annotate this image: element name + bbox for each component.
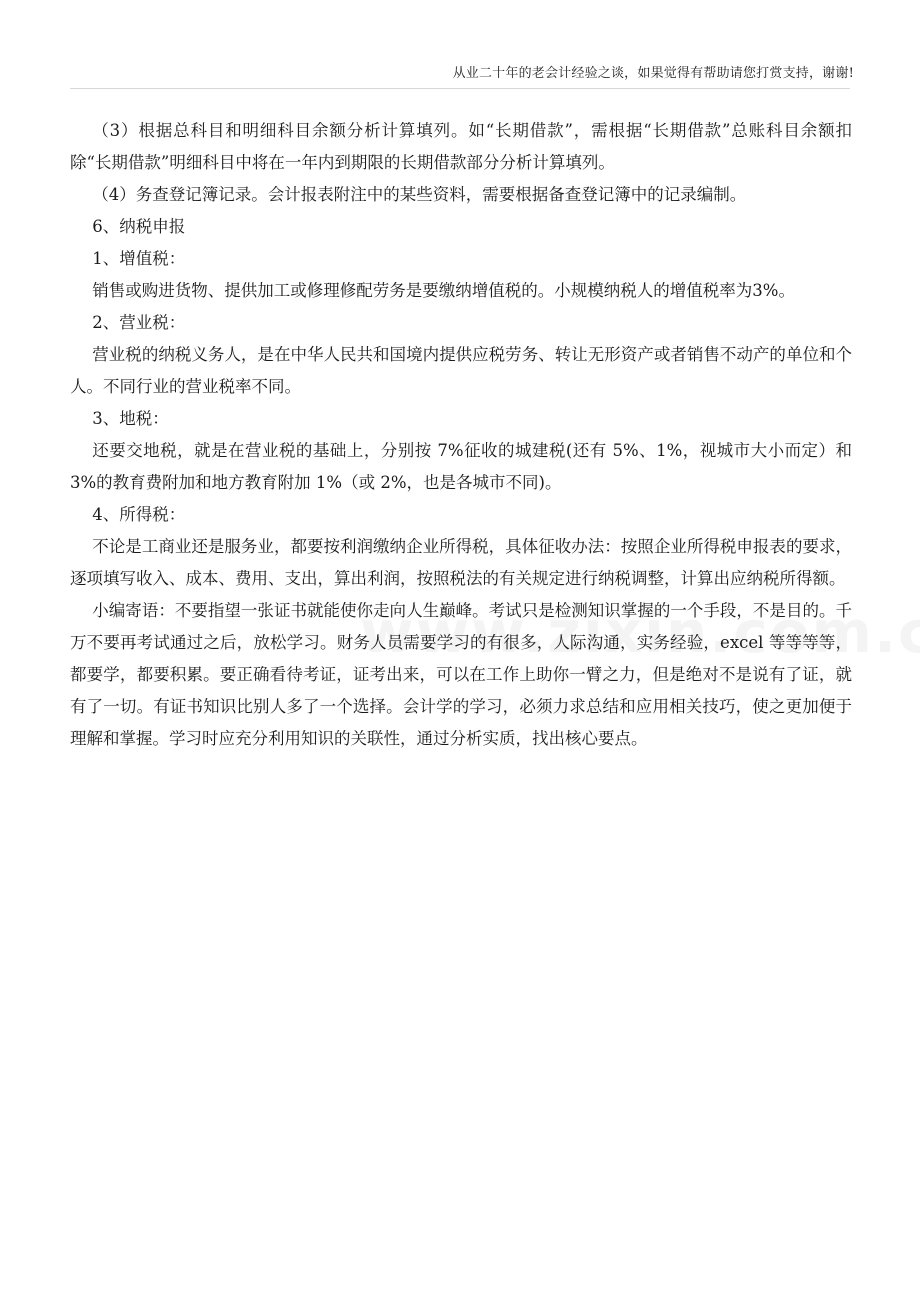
section-heading-tax-filing: 6、纳税申报 [92, 217, 186, 236]
header-divider [70, 88, 850, 89]
paragraph-item-3-rule: （3）根据总科目和明细科目余额分析计算填列。如“长期借款”，需根据“长期借款”总账科目余额扣除“长期借款”明细科目中将在一年内到期限的长期借款部分分析计算填列。 [70, 121, 852, 172]
paragraph-vat: 销售或购进货物、提供加工或修理修配劳务是要缴纳增值税的。小规模纳税人的增值税率为3%。 [92, 281, 795, 300]
header-note: 从业二十年的老会计经验之谈，如果觉得有帮助请您打赏支持，谢谢! [452, 66, 854, 81]
paragraph-editor-note: 小编寄语：不要指望一张证书就能使你走向人生巅峰。考试只是检测知识掌握的一个手段，不是目的。千万不要再考试通过之后，放松学习。财务人员需要学习的有很多，人际沟通，实务经验，excel 等等等等，都要学，都要积累。要正确看待考证，证考出来，可以在工作上助你一臂之力，但是绝对不是说有了证，就有了一切。有证书知识比别人多了一个选择。会计学的学习，必须力求总结和应用相关技巧，使之更加便于理解和掌握。学习时应充分利用知识的关联性，通过分析实质，找出核心要点。 [70, 601, 852, 748]
document-body [70, 115, 852, 755]
subheading-local-tax: 3、地税： [92, 409, 169, 428]
paragraph-income-tax: 不论是工商业还是服务业，都要按利润缴纳企业所得税，具体征收办法：按照企业所得税申报表的要求，逐项填写收入、成本、费用、支出，算出利润，按照税法的有关规定进行纳税调整，计算出应纳税所得额。 [70, 537, 852, 588]
subheading-income-tax: 4、所得税： [92, 505, 186, 524]
paragraph-item-4-rule: （4）务查登记簿记录。会计报表附注中的某些资料，需要根据备查登记簿中的记录编制。 [92, 185, 747, 204]
subheading-business-tax: 2、营业税： [92, 313, 186, 332]
subheading-vat: 1、增值税： [92, 249, 186, 268]
paragraph-local-tax: 还要交地税，就是在营业税的基础上，分别按 7%征收的城建税(还有 5%、1%，视城市大小而定）和 3%的教育费附加和地方教育附加 1%（或 2%，也是各城市不同)。 [70, 441, 852, 492]
paragraph-business-tax: 营业税的纳税义务人，是在中华人民共和国境内提供应税劳务、转让无形资产或者销售不动产的单位和个人。不同行业的营业税率不同。 [70, 345, 852, 396]
